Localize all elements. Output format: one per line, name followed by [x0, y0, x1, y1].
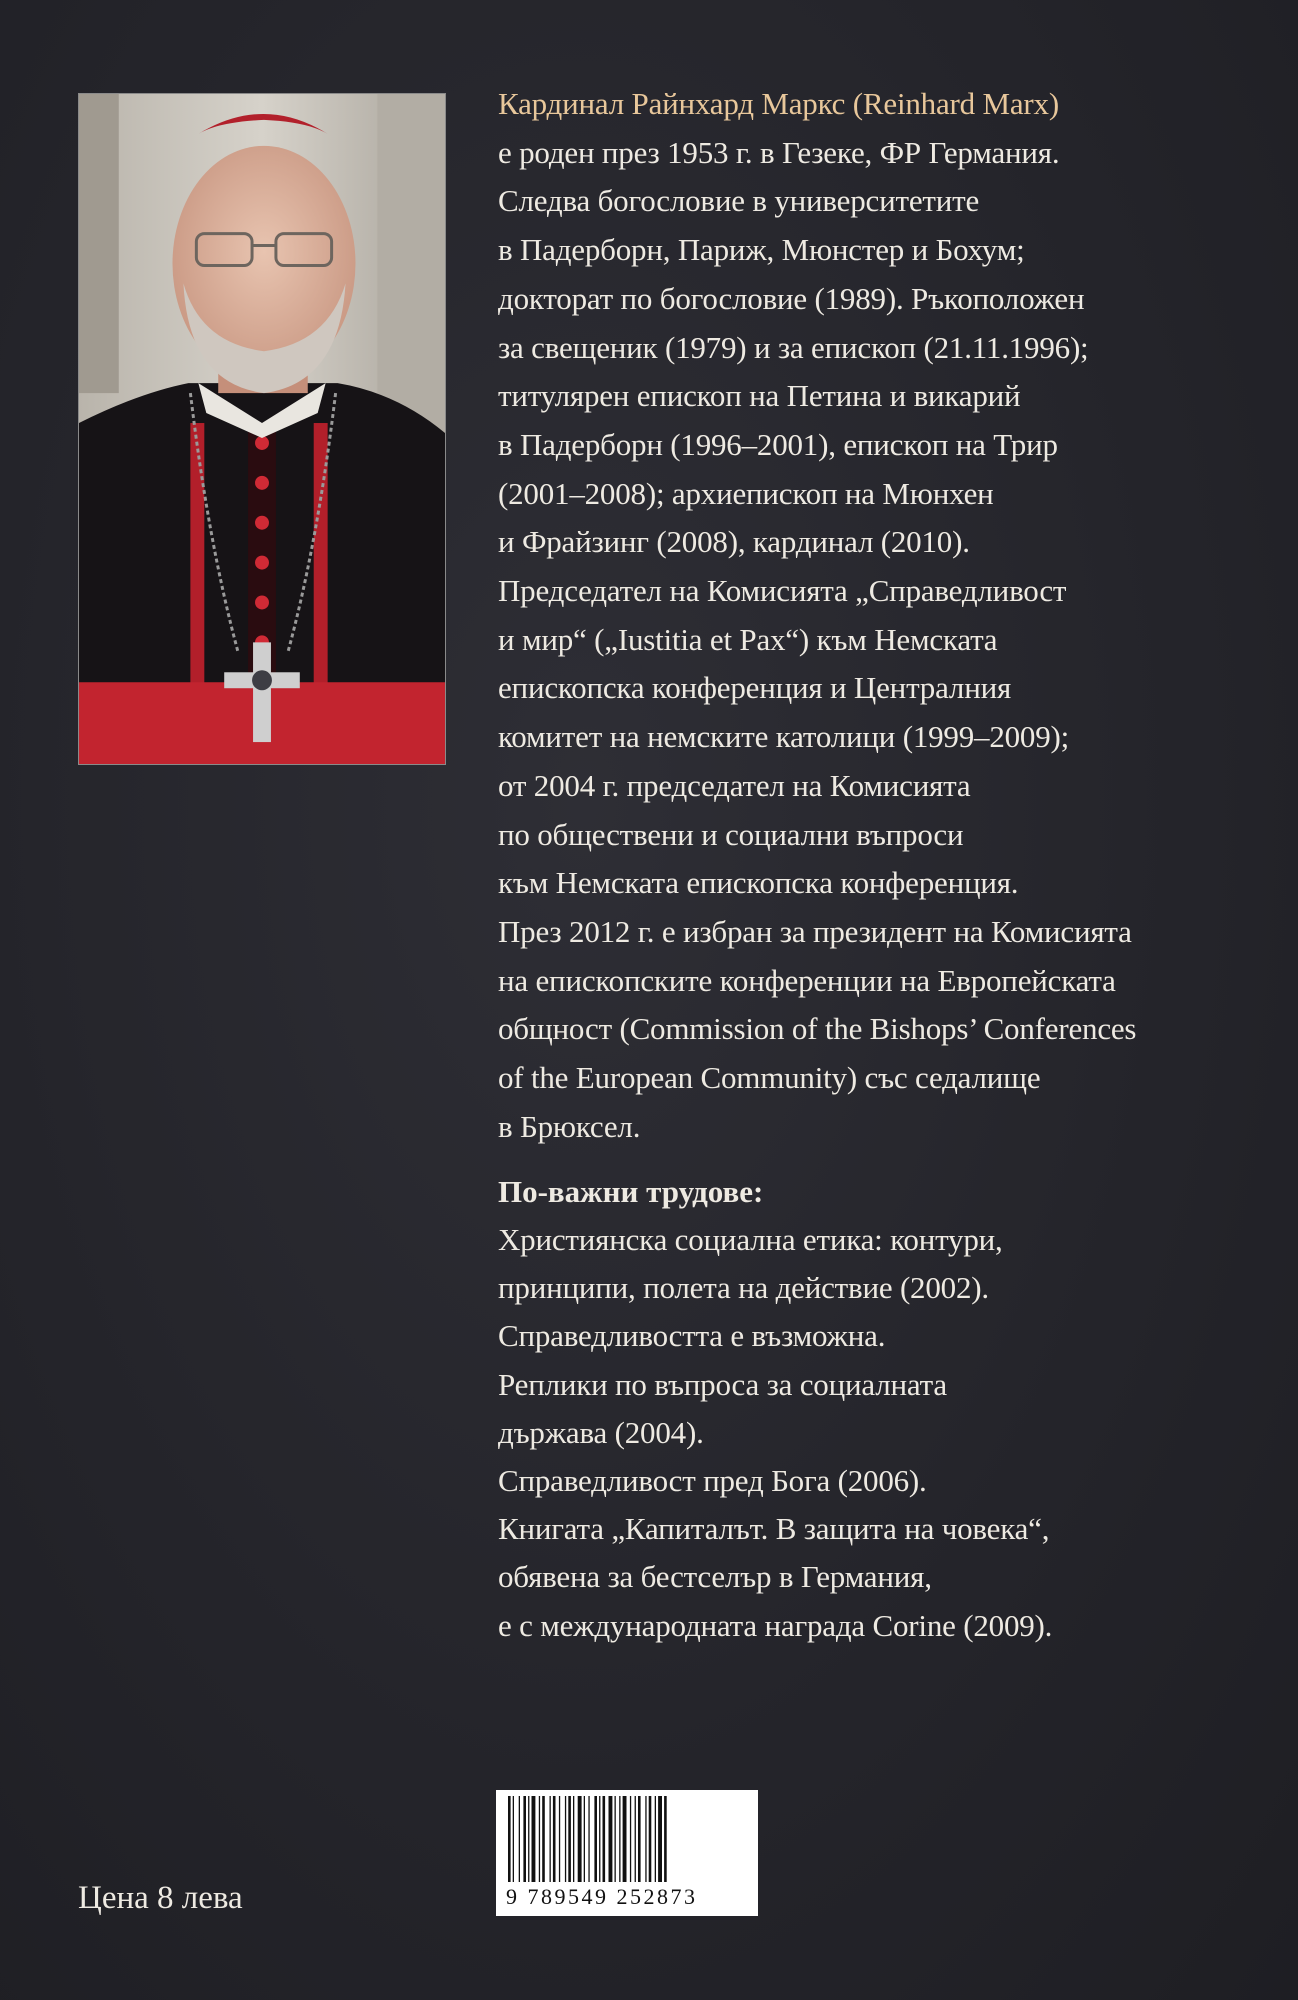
barcode-bar [508, 1796, 511, 1882]
author-biography [498, 80, 1218, 1151]
barcode-bar [578, 1796, 582, 1882]
bio-line: от 2004 г. председател на Комисията [498, 767, 971, 803]
works-line: Справедливост пред Бога (2006). [498, 1463, 927, 1499]
barcode-bar [658, 1796, 662, 1882]
bio-line: в Падерборн (1996–2001), епископ на Трир [498, 426, 1058, 462]
works-line: е с международната награда Corine (2009). [498, 1607, 1053, 1643]
barcode-bar [609, 1796, 613, 1882]
works-line: Справедливостта е възможна. [498, 1318, 886, 1354]
works-line: Книгата „Капиталът. В защита на човека“, [498, 1511, 1050, 1547]
bio-line: титулярен епископ на Петина и викарий [498, 378, 1021, 414]
bio-line: През 2012 г. е избран за президент на Комисията [498, 913, 1132, 949]
barcode-bar [655, 1796, 656, 1882]
author-photo [78, 93, 446, 765]
price-label: Цена 8 лева [78, 1880, 243, 1916]
bio-line: в Брюксел. [498, 1108, 641, 1144]
barcode-bar [664, 1796, 667, 1882]
barcode-bar [645, 1796, 646, 1882]
author-name: Кардинал Райнхард Маркс (Reinhard Marx) [498, 86, 1059, 121]
works-heading: По-важни трудове: [498, 1174, 764, 1209]
barcode-bar [550, 1796, 551, 1882]
barcode-bar [559, 1796, 560, 1882]
bio-line: Следва богословие в университетите [498, 183, 980, 219]
works-line: принципи, полета на действие (2002). [498, 1270, 989, 1306]
bio-line: комитет на немските католици (1999–2009); [498, 719, 1070, 755]
barcode-bar [528, 1796, 529, 1882]
barcode-bar [553, 1796, 556, 1882]
barcode-bar [568, 1796, 571, 1882]
author-portrait-image [79, 94, 445, 764]
barcode-bar [519, 1796, 520, 1882]
isbn-barcode [496, 1790, 758, 1916]
bio-line: общност (Commission of the Bishops’ Conferences [498, 1011, 1137, 1047]
bio-line: (2001–2008); архиепископ на Мюнхен [498, 475, 994, 511]
barcode-bar [623, 1796, 627, 1882]
barcode-bar [532, 1796, 536, 1882]
works-line: Християнска социална етика: контури, [498, 1222, 1003, 1257]
bio-line: по обществени и социални въпроси [498, 816, 964, 852]
barcode-bar [630, 1796, 631, 1882]
works-line: държава (2004). [498, 1414, 704, 1450]
works-list [498, 1216, 1218, 1650]
bio-line: Председател на Комисията „Справедливост [498, 573, 1067, 609]
bio-line: епископска конференция и Централния [498, 670, 1012, 706]
barcode-bar [542, 1796, 545, 1882]
barcode-bar [513, 1796, 514, 1882]
isbn-number: 9 789549 252873 [506, 1884, 698, 1909]
barcode-bars [506, 1796, 748, 1882]
bio-line: и мир“ („Iustitia et Pax“) към Немската [498, 621, 998, 657]
barcode-bar [565, 1796, 566, 1882]
bio-line: в Падерборн, Париж, Мюнстер и Бохум; [498, 232, 1025, 268]
barcode-bar [649, 1796, 652, 1882]
barcode-bar [599, 1796, 600, 1882]
works-line: Реплики по въпроса за социалната [498, 1366, 947, 1402]
bio-line: за свещеник (1979) и за епископ (21.11.1996); [498, 329, 1089, 365]
bio-line: и Фрайзинг (2008), кардинал (2010). [498, 524, 970, 560]
barcode-bar [603, 1796, 606, 1882]
bio-line: докторат по богословие (1989). Ръкоположен [498, 280, 1085, 316]
barcode-bar [584, 1796, 585, 1882]
barcode-bar [619, 1796, 620, 1882]
barcode-bar [635, 1796, 636, 1882]
barcode-bar [539, 1796, 540, 1882]
barcode-bar [523, 1796, 526, 1882]
bio-line: към Немската епископска конференция. [498, 865, 1019, 901]
barcode-bar [573, 1796, 574, 1882]
barcode-bar [615, 1796, 616, 1882]
bio-line: of the European Community) със седалище [498, 1060, 1041, 1096]
barcode-bar [594, 1796, 597, 1882]
bio-line: е роден през 1953 г. в Гезеке, ФР Германия. [498, 134, 1060, 170]
barcode-bar [638, 1796, 641, 1882]
barcode-bar [588, 1796, 589, 1882]
works-line: обявена за бестселър в Германия, [498, 1559, 932, 1595]
bio-line: на епископските конференции на Европейската [498, 962, 1116, 998]
